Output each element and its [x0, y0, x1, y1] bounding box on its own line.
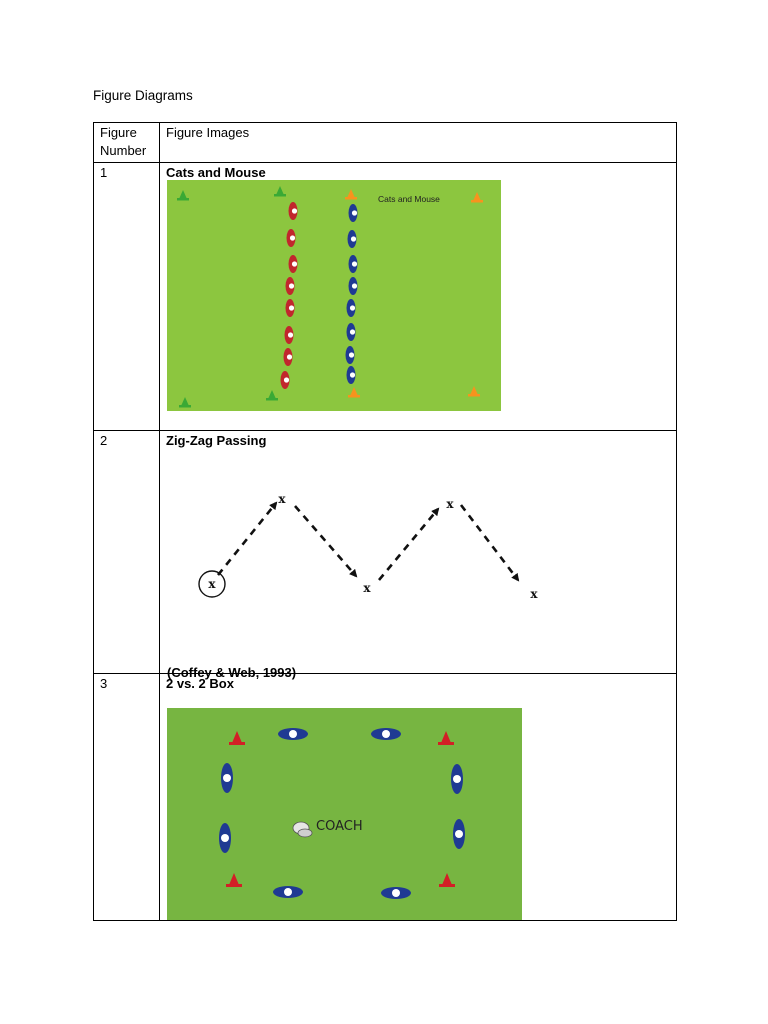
- figure-title: 2 vs. 2 Box: [166, 676, 234, 691]
- blue-player: [349, 255, 358, 273]
- red-cone: [229, 731, 245, 745]
- header-cell-images: [160, 123, 677, 163]
- marker-x: x: [278, 492, 286, 506]
- table-row: [94, 431, 677, 674]
- green-cone: [179, 397, 191, 408]
- green-cone: [266, 390, 278, 401]
- row-number-cell: [94, 163, 160, 431]
- page-heading: Figure Diagrams: [93, 88, 193, 103]
- pass-arrow: [461, 505, 518, 580]
- marker-x: x: [446, 497, 454, 511]
- orange-cone: [468, 386, 480, 397]
- blue-player: [349, 204, 358, 222]
- blue-player: [278, 728, 308, 740]
- blue-player: [347, 323, 356, 341]
- pass-arrow: [379, 509, 438, 580]
- blue-player: [346, 346, 355, 364]
- row-number-cell: [94, 674, 160, 921]
- red-player: [286, 299, 295, 317]
- blue-player-column: [346, 204, 358, 384]
- blue-player: [453, 819, 465, 849]
- row-number: 1: [100, 165, 108, 180]
- blue-player: [348, 230, 357, 248]
- coach-label: COACH: [316, 819, 363, 834]
- header-cell-number: [94, 123, 160, 163]
- row-image-cell: [160, 674, 677, 921]
- header-images-label: Figure Images: [166, 125, 250, 140]
- red-player: [289, 202, 298, 220]
- red-player: [289, 255, 298, 273]
- red-player: [285, 326, 294, 344]
- pass-arrow: [218, 503, 276, 575]
- blue-player: [347, 299, 356, 317]
- green-cone: [177, 190, 189, 201]
- citation: (Coffey & Web, 1993): [167, 665, 297, 680]
- figure-table: [93, 122, 677, 921]
- green-cone: [274, 186, 286, 197]
- cats-and-mouse-field: [167, 180, 501, 411]
- row-image-cell: [160, 431, 677, 680]
- blue-player: [219, 823, 231, 853]
- red-player: [281, 371, 290, 389]
- coach-icon: [293, 822, 312, 837]
- red-player-column: [281, 202, 298, 389]
- cats-and-mouse-diagram: [167, 180, 501, 411]
- field-caption: Cats and Mouse: [378, 194, 440, 204]
- blue-player: [371, 728, 401, 740]
- table-row: [94, 163, 677, 431]
- orange-cone: [345, 189, 357, 200]
- red-cone: [439, 873, 455, 887]
- pass-arrow: [295, 506, 356, 576]
- red-player: [287, 229, 296, 247]
- row-number-cell: [94, 431, 160, 674]
- two-vs-two-box-diagram: [167, 708, 522, 920]
- table-header-row: [94, 123, 677, 163]
- blue-player: [451, 764, 463, 794]
- zig-zag-passing-diagram: [160, 431, 676, 674]
- red-cone: [438, 731, 454, 745]
- red-player: [284, 348, 293, 366]
- table-row: [94, 674, 677, 921]
- marker-x: x: [208, 577, 216, 591]
- blue-player: [273, 886, 303, 898]
- header-number-label: Figure Number: [100, 125, 147, 158]
- orange-cone: [471, 192, 483, 203]
- figure-title: Cats and Mouse: [166, 165, 266, 180]
- blue-player: [347, 366, 356, 384]
- blue-player: [381, 887, 411, 899]
- row-number: 2: [100, 433, 108, 448]
- two-vs-two-box-field: [167, 708, 522, 920]
- red-player: [286, 277, 295, 295]
- red-cone: [226, 873, 242, 887]
- row-number: 3: [100, 676, 108, 691]
- marker-x: x: [363, 581, 371, 595]
- figure-title: Zig-Zag Passing: [166, 433, 267, 448]
- row-image-cell: [160, 163, 677, 431]
- marker-x: x: [530, 587, 538, 601]
- orange-cone: [348, 387, 360, 398]
- blue-player: [349, 277, 358, 295]
- blue-player: [221, 763, 233, 793]
